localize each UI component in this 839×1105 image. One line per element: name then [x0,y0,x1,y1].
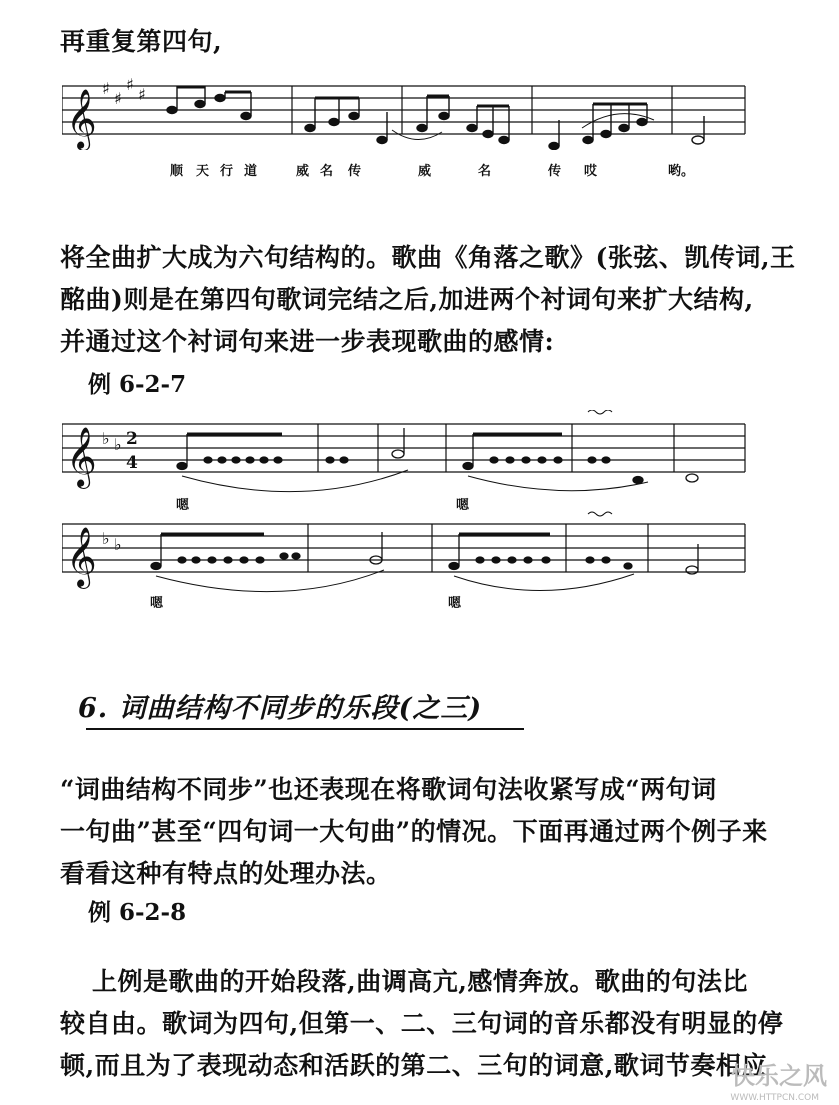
music-score-1 [62,70,752,150]
svg-text:♭: ♭ [102,529,110,548]
svg-text:♯: ♯ [126,75,134,94]
lyric: 嗯 [456,498,470,513]
lyric: 威 [296,164,310,179]
lyric: 顺 [170,164,184,179]
lyric: 名 [478,164,492,179]
intro-line: 再重复第四句, [60,27,223,56]
paragraph-line: 上例是歌曲的开始段落,曲调高亢,感情奔放。歌曲的句法比 [92,967,748,996]
paragraph-line: 并通过这个衬词句来进一步表现歌曲的感情: [60,327,555,356]
lyric: 嗯 [150,596,164,611]
svg-text:♭: ♭ [102,429,110,448]
paragraph-line: 较自由。歌词为四句,但第一、二、三句词的音乐都没有明显的停 [60,1009,784,1038]
svg-text:2: 2 [126,429,138,449]
paragraph-line: 酩曲)则是在第四句歌词完结之后,加进两个衬词句来扩大结构, [60,285,754,314]
svg-text:4: 4 [126,453,138,473]
lyric: 行 [220,164,234,179]
svg-text:♯: ♯ [102,79,110,98]
watermark-logo: 快乐之风 [731,1062,827,1090]
lyric: 传 [348,164,362,179]
svg-text:♭: ♭ [114,435,122,454]
svg-text:♯: ♯ [114,89,122,108]
paragraph-line: 将全曲扩大成为六句结构的。歌曲《角落之歌》(张弦、凯传词,王 [60,243,796,272]
paragraph-line: 看看这种有特点的处理办法。 [60,859,392,888]
svg-text:𝄞: 𝄞 [66,527,97,587]
lyric: 威 [418,164,432,179]
paragraph-line: “词曲结构不同步”也还表现在将歌词句法收紧写成“两句词 [60,775,717,804]
watermark-url: WWW.HTTPCN.COM [730,1093,819,1103]
svg-text:𝄞: 𝄞 [66,427,97,487]
example-label: 例 6-2-7 [88,371,187,398]
svg-text:♭: ♭ [114,535,122,554]
lyric: 传 [548,164,562,179]
lyric: 哎 [584,164,598,179]
example-label: 例 6-2-8 [88,899,187,926]
svg-text:𝄞: 𝄞 [66,89,97,149]
paragraph-line: 一句曲”甚至“四句词一大句曲”的情况。下面再通过两个例子来 [60,817,768,846]
lyric: 嗯 [176,498,190,513]
lyric: 哟。 [668,164,695,179]
section-title: 6. 词曲结构不同步的乐段(之三) [78,693,483,724]
section-underline [86,728,524,730]
svg-text:♯: ♯ [138,85,146,104]
paragraph-line: 顿,而且为了表现动态和活跃的第二、三句的词意,歌词节奏相应 [60,1051,767,1080]
lyric: 天 [196,164,210,179]
lyric: 嗯 [448,596,462,611]
lyric: 名 [320,164,334,179]
lyric: 道 [244,164,258,179]
music-score-2 [62,410,752,620]
